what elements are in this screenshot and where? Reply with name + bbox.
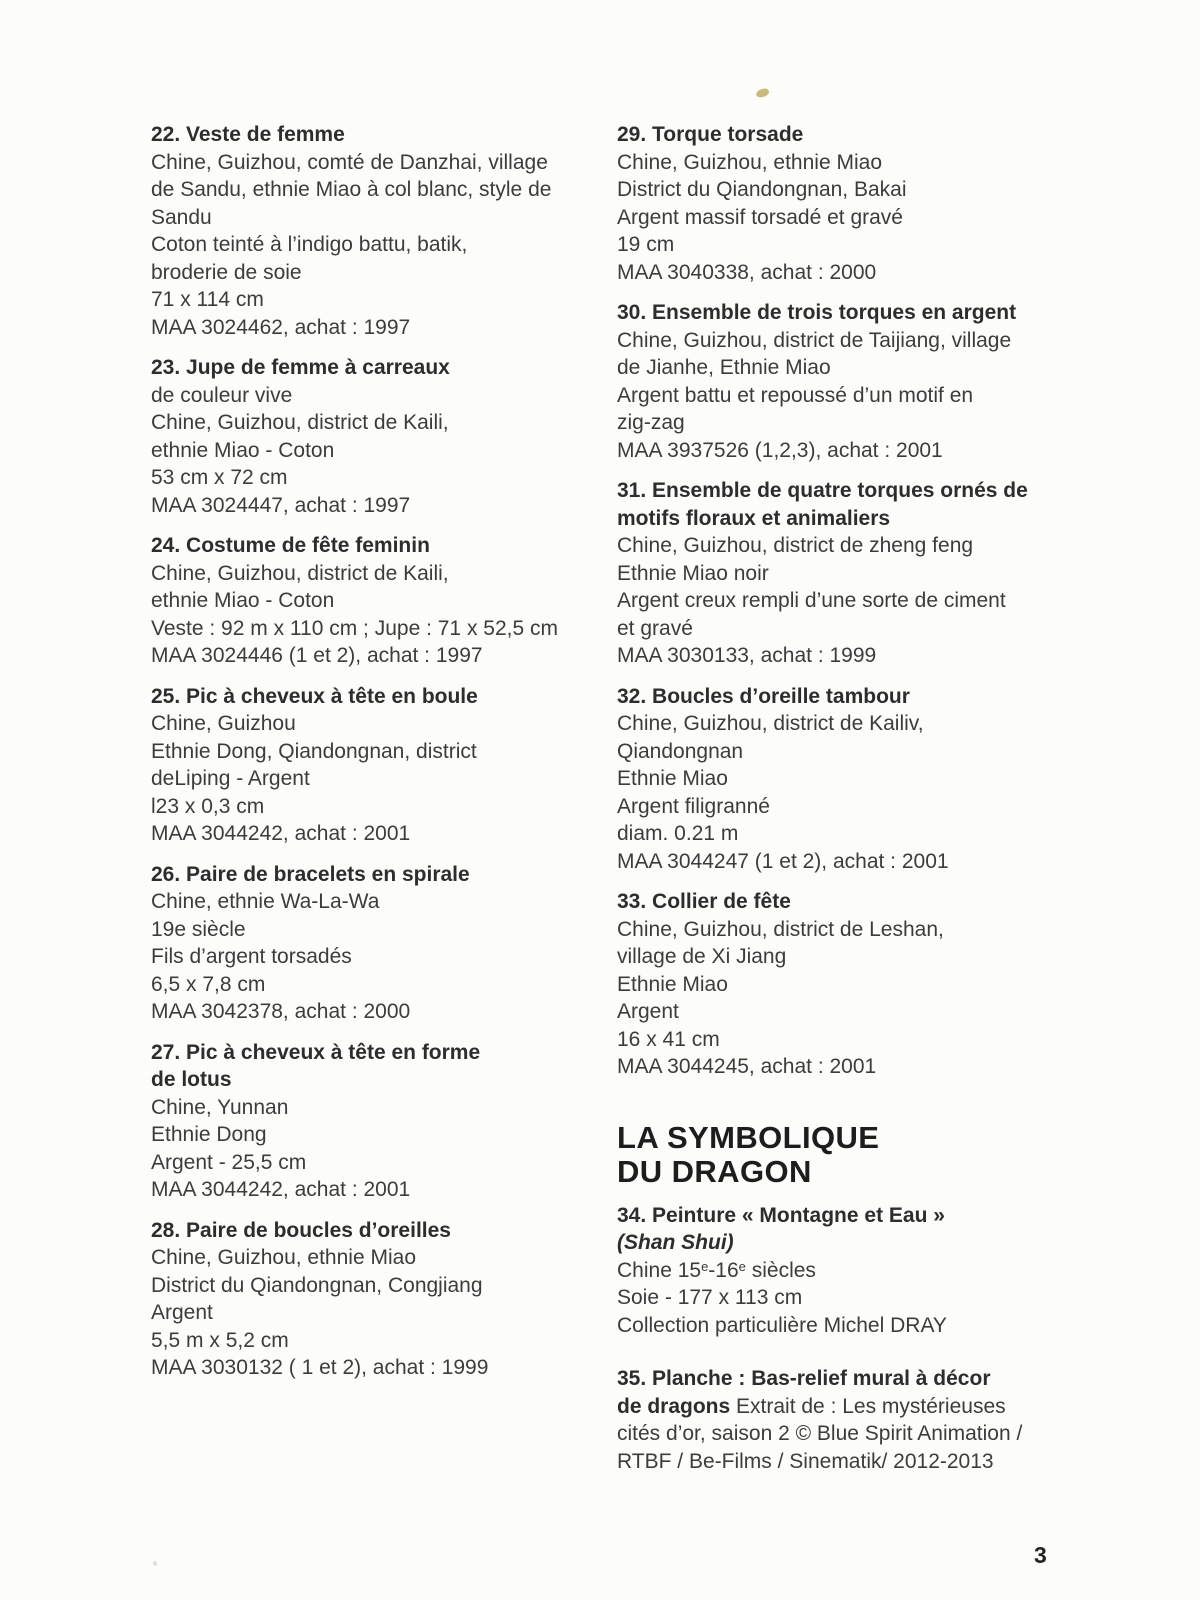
item-inventory-line: MAA 3044245, achat : 2001 — [617, 1055, 877, 1078]
item-text-line: Ethnie Dong, Qiandongnan, district — [151, 739, 477, 763]
item-text-line: Chine, Guizhou, ethnie Miao — [617, 150, 882, 174]
item-dimensions: 71 x 114 cm — [151, 288, 264, 311]
item-title-line: 35. Planche : Bas-relief mural à décor — [617, 1367, 991, 1390]
item-text-line: Ethnie Miao — [617, 767, 728, 790]
item-text-line: Ethnie Miao noir — [617, 561, 769, 585]
item-text-line — [617, 1257, 1028, 1285]
item-text-line: Argent massif torsadé et gravé — [617, 205, 903, 229]
item-text-line: Chine, Guizhou — [151, 712, 296, 735]
item-text-line: et gravé — [617, 616, 693, 640]
item-text-line: Chine, Guizhou, comté de Danzhai, village — [151, 150, 548, 174]
item-inventory-line: MAA 3042378, achat : 2000 — [151, 1000, 411, 1023]
century-superscript: e — [738, 1258, 746, 1274]
catalog-item-22 — [151, 121, 558, 341]
item-title-line: 25. Pic à cheveux à tête en boule — [151, 684, 478, 708]
item-text-line: de Sandu, ethnie Miao à col blanc, style de — [151, 178, 552, 201]
item-title-line: 28. Paire de boucles d’oreilles — [151, 1218, 451, 1242]
item-text-line: Ethnie Dong — [151, 1123, 267, 1146]
item-text-line: District du Qiandongnan, Bakai — [617, 178, 907, 201]
scan-dot — [153, 1561, 157, 1566]
item-inventory-line: MAA 3044242, achat : 2001 — [151, 1178, 411, 1201]
catalog-item-31 — [617, 477, 1028, 670]
item-dimensions: Soie - 177 x 113 cm — [617, 1286, 803, 1309]
catalog-item-23 — [151, 354, 558, 519]
item-text-line: broderie de soie — [151, 260, 302, 284]
item-text-line: cités d’or, saison 2 © Blue Spirit Animation / — [617, 1422, 1023, 1445]
century-superscript: e — [701, 1258, 709, 1274]
item-inventory-line: MAA 3024446 (1 et 2), achat : 1997 — [151, 644, 483, 667]
catalog-item-24 — [151, 532, 558, 670]
item-dimensions: Veste : 92 m x 110 cm ; Jupe : 71 x 52,5 cm — [151, 616, 558, 640]
century-text: siècles — [745, 1258, 816, 1282]
item-text-line: Ethnie Miao — [617, 972, 728, 996]
item-text-line: deLiping - Argent — [151, 767, 310, 790]
right-column — [617, 121, 1028, 1475]
item-text-line: Chine, Guizhou, district de Kailiv, — [617, 712, 924, 735]
item-inventory-line: MAA 3024462, achat : 1997 — [151, 315, 411, 339]
item-text-line: Collection particulière Michel DRAY — [617, 1313, 947, 1337]
item-dimensions: 19 cm — [617, 233, 675, 256]
catalog-item-28 — [151, 1217, 558, 1382]
item-text-line: village de Xi Jiang — [617, 945, 787, 968]
item-dimensions: 16 x 41 cm — [617, 1027, 720, 1051]
item-text-line: Argent — [151, 1301, 213, 1324]
item-text-line: Chine, Guizhou, district de Kaili, — [151, 561, 449, 585]
item-text-line: Qiandongnan — [617, 739, 744, 763]
item-text-line: Argent filigranné — [617, 794, 770, 818]
catalog-item-33 — [617, 888, 1028, 1081]
item-inventory-line: MAA 3040338, achat : 2000 — [617, 260, 877, 284]
item-title-line: 33. Collier de fête — [617, 890, 791, 913]
item-title-line: de lotus — [151, 1068, 232, 1091]
century-text: -16 — [708, 1258, 739, 1282]
item-inventory-line: MAA 3044242, achat : 2001 — [151, 822, 411, 845]
item-text-line: Argent creux rempli d’une sorte de ciment — [617, 589, 1006, 612]
item-dimensions: 5,5 m x 5,2 cm — [151, 1328, 289, 1352]
item-text-line: Argent battu et repoussé d’un motif en — [617, 383, 974, 407]
section-heading-line: DU DRAGON — [617, 1153, 812, 1189]
catalog-item-32 — [617, 683, 1028, 876]
catalog-item-35 — [617, 1365, 1028, 1475]
item-text-line: 19e siècle — [151, 917, 246, 941]
left-column — [151, 121, 558, 1382]
item-title-fragment: de dragons — [617, 1394, 731, 1418]
section-heading — [617, 1121, 1028, 1189]
item-text-line: Chine, Guizhou, ethnie Miao — [151, 1246, 416, 1269]
item-dimensions: Argent - 25,5 cm — [151, 1150, 307, 1174]
item-text-line: Fils d’argent torsadés — [151, 945, 352, 968]
item-title-line: 29. Torque torsade — [617, 123, 804, 146]
item-title-line: motifs floraux et animaliers — [617, 506, 891, 530]
catalog-item-27 — [151, 1039, 558, 1204]
item-title-line: 22. Veste de femme — [151, 123, 345, 146]
item-title-line: 26. Paire de bracelets en spirale — [151, 862, 470, 886]
item-inventory-line: MAA 3044247 (1 et 2), achat : 2001 — [617, 849, 949, 873]
century-text: Chine 15 — [617, 1258, 702, 1282]
item-text-line: Chine, Yunnan — [151, 1095, 289, 1119]
item-dimensions: l23 x 0,3 cm — [151, 794, 265, 818]
item-text-line: Chine, ethnie Wa-La-Wa — [151, 890, 380, 913]
item-title-line: 27. Pic à cheveux à tête en forme — [151, 1040, 481, 1064]
item-title-line: 23. Jupe de femme à carreaux — [151, 356, 450, 379]
item-dimensions: 53 cm x 72 cm — [151, 466, 288, 489]
item-text-line: Chine, Guizhou, district de Taijiang, village — [617, 328, 1012, 352]
item-text-line: Chine, Guizhou, district de Kaili, — [151, 411, 449, 434]
item-title-line: 31. Ensemble de quatre torques ornés de — [617, 479, 1028, 502]
item-dimensions: diam. 0.21 m — [617, 822, 739, 845]
item-inventory-line: MAA 3030132 ( 1 et 2), achat : 1999 — [151, 1356, 489, 1379]
item-text-line: Argent — [617, 1000, 679, 1023]
item-text-line: District du Qiandongnan, Congjiang — [151, 1273, 483, 1297]
section-heading-line: LA SYMBOLIQUE — [617, 1119, 880, 1155]
item-dimensions: 6,5 x 7,8 cm — [151, 972, 266, 996]
item-text-line: Chine, Guizhou, district de zheng feng — [617, 534, 974, 557]
item-title-line: 32. Boucles d’oreille tambour — [617, 684, 910, 708]
item-inventory-line: MAA 3030133, achat : 1999 — [617, 644, 877, 667]
item-text-line: Sandu — [151, 205, 212, 229]
item-text-line: Chine, Guizhou, district de Leshan, — [617, 917, 944, 941]
item-text-line: ethnie Miao - Coton — [151, 589, 335, 612]
item-title-line: 24. Costume de fête feminin — [151, 534, 430, 557]
item-text-line: de Jianhe, Ethnie Miao — [617, 356, 831, 379]
scan-speck — [755, 88, 769, 99]
catalog-item-30 — [617, 299, 1028, 464]
catalog-item-26 — [151, 861, 558, 1026]
catalog-item-34 — [617, 1202, 1028, 1340]
item-inventory-line: MAA 3937526 (1,2,3), achat : 2001 — [617, 438, 943, 462]
item-text-line: RTBF / Be-Films / Sinematik/ 2012-2013 — [617, 1449, 994, 1473]
item-title-line: 30. Ensemble de trois torques en argent — [617, 301, 1017, 324]
item-text-fragment: Extrait de : Les mystérieuses — [730, 1394, 1006, 1418]
page-number: 3 — [1034, 1542, 1047, 1568]
item-text-line: de couleur vive — [151, 383, 293, 407]
catalog-item-29 — [617, 121, 1028, 286]
item-text-line: zig-zag — [617, 411, 685, 434]
item-inventory-line: MAA 3024447, achat : 1997 — [151, 493, 411, 517]
catalog-item-25 — [151, 683, 558, 848]
item-text-line: ethnie Miao - Coton — [151, 438, 335, 462]
item-text-line: Coton teinté à l’indigo battu, batik, — [151, 233, 468, 256]
item-subtitle-line: (Shan Shui) — [617, 1231, 734, 1254]
item-title-line: 34. Peinture « Montagne et Eau » — [617, 1203, 945, 1227]
item-mixed-line — [617, 1393, 1028, 1421]
